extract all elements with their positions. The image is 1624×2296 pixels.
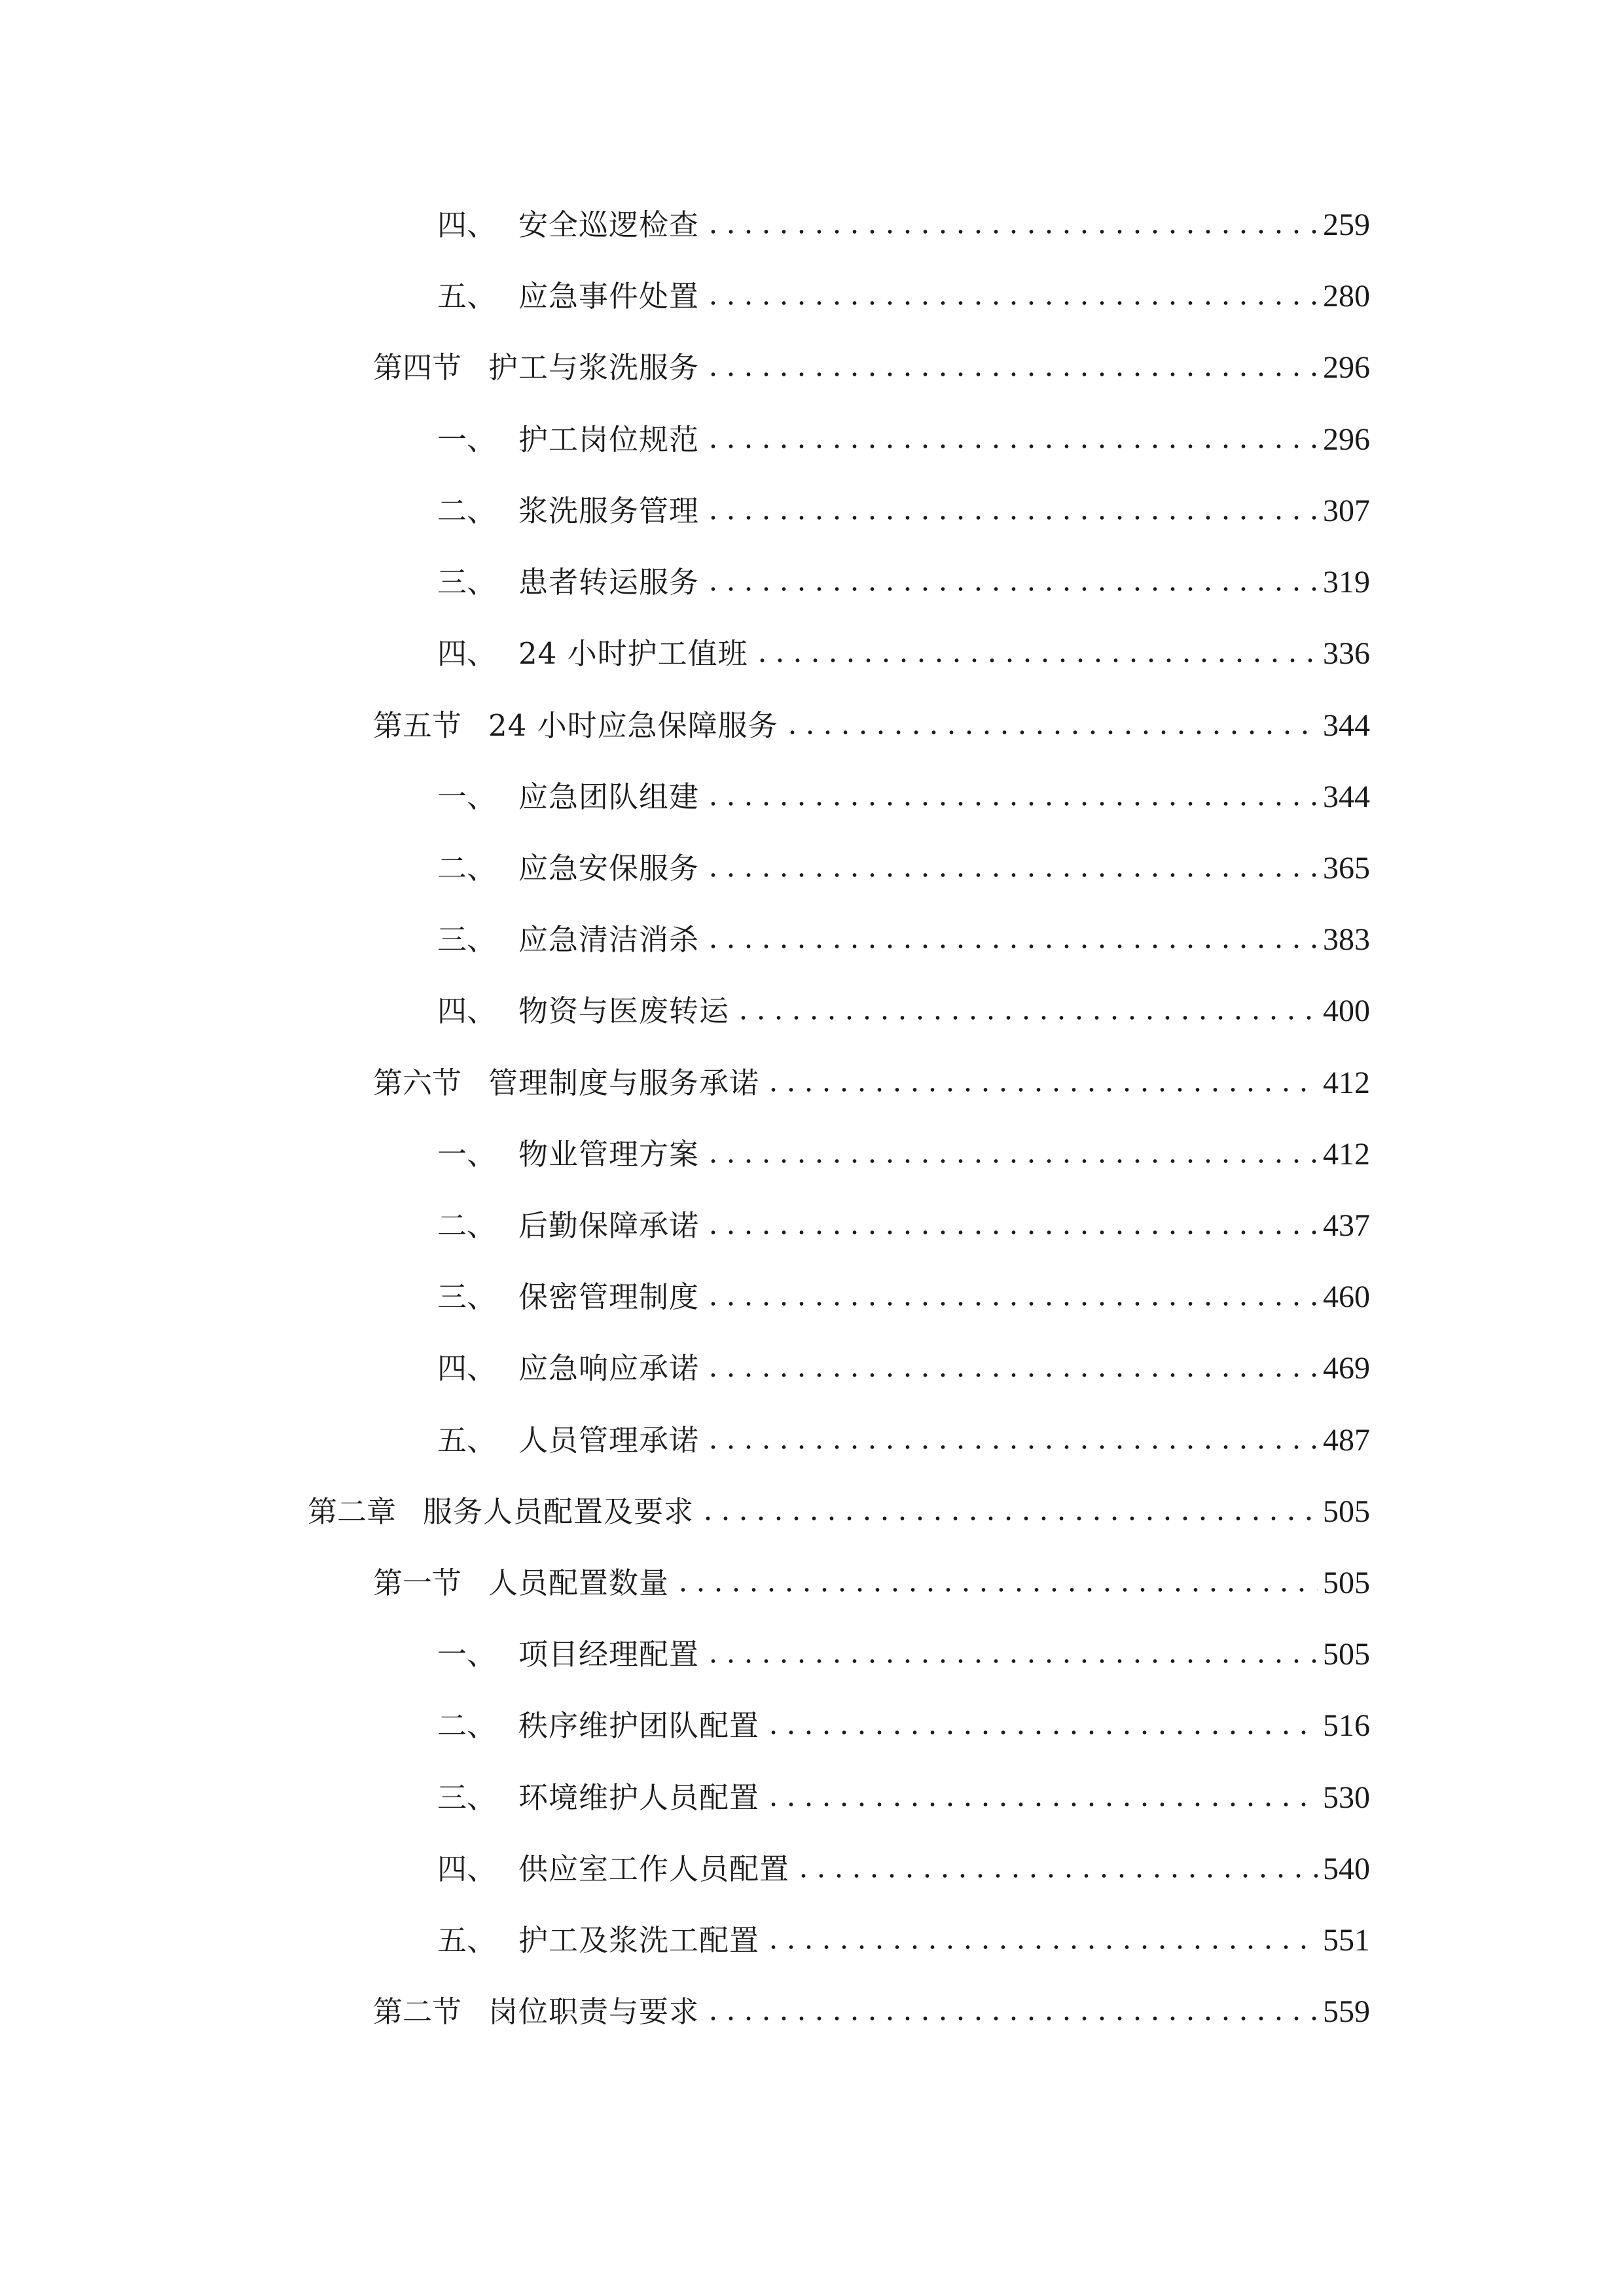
dot-leader	[704, 800, 1318, 808]
toc-entry[interactable]	[437, 191, 1370, 243]
toc-entry-number: 五、	[437, 1923, 497, 1958]
toc-entry-page: 487	[1323, 1423, 1370, 1458]
toc-entry[interactable]	[437, 1621, 1370, 1673]
dot-leader	[765, 1943, 1318, 1951]
toc-entry-number: 二、	[437, 493, 497, 528]
toc-entry[interactable]	[437, 763, 1370, 816]
toc-entry-number: 第四节	[373, 350, 462, 385]
toc-entry-title: 人员管理承诺	[518, 1423, 700, 1458]
toc-entry-number: 三、	[437, 1280, 497, 1314]
toc-entry[interactable]	[437, 262, 1370, 315]
toc-entry-title: 应急清洁消杀	[518, 922, 700, 957]
toc-entry[interactable]	[437, 548, 1370, 601]
toc-entry-number: 三、	[437, 1780, 497, 1815]
dot-leader	[795, 1872, 1318, 1880]
toc-entry-number: 第一节	[373, 1566, 462, 1600]
dot-leader	[704, 299, 1318, 307]
dot-leader	[765, 1801, 1318, 1808]
toc-entry[interactable]	[437, 1121, 1370, 1173]
toc-entry-title: 物资与医废转运	[518, 994, 730, 1028]
dot-leader	[704, 1300, 1318, 1308]
toc-entry-number: 一、	[437, 780, 497, 814]
toc-entry-number: 三、	[437, 565, 497, 600]
toc-entry-title: 保密管理制度	[518, 1280, 700, 1314]
toc-entry-number: 二、	[437, 1708, 497, 1743]
toc-entry[interactable]	[373, 1049, 1370, 1102]
toc-entry-title: 护工岗位规范	[518, 422, 700, 457]
toc-entry-title: 护工与浆洗服务	[488, 350, 700, 385]
dot-leader	[704, 2015, 1318, 2022]
toc-entry-title: 应急响应承诺	[518, 1351, 700, 1386]
dot-leader	[699, 1515, 1318, 1522]
toc-entry-page: 540	[1323, 1852, 1370, 1886]
toc-entry-page: 412	[1323, 1066, 1370, 1100]
dot-leader	[753, 656, 1318, 664]
toc-entry-number: 四、	[437, 1351, 497, 1386]
dot-leader	[765, 1729, 1318, 1736]
toc-entry-number: 一、	[437, 422, 497, 457]
toc-entry-page: 280	[1323, 279, 1370, 314]
dot-leader	[784, 728, 1318, 736]
toc-entry-page: 259	[1323, 207, 1370, 242]
toc-entry-page: 469	[1323, 1351, 1370, 1386]
dot-leader	[704, 228, 1318, 236]
toc-entry-page: 505	[1323, 1494, 1370, 1529]
toc-entry-page: 383	[1323, 922, 1370, 957]
toc-entry-page: 559	[1323, 1994, 1370, 2029]
toc-entry-title: 环境维护人员配置	[518, 1780, 760, 1815]
dot-leader	[704, 1371, 1318, 1379]
toc-entry-page: 344	[1323, 780, 1370, 814]
toc-entry[interactable]	[437, 1192, 1370, 1244]
toc-entry-page: 365	[1323, 851, 1370, 886]
toc-entry-page: 516	[1323, 1708, 1370, 1743]
toc-entry-title: 项目经理配置	[518, 1637, 700, 1672]
toc-entry-title: 供应室工作人员配置	[518, 1852, 790, 1886]
dot-leader	[704, 1443, 1318, 1451]
toc-entry-title: 物业管理方案	[518, 1137, 700, 1172]
toc-entry[interactable]	[437, 1335, 1370, 1387]
toc-entry-page: 319	[1323, 565, 1370, 600]
toc-entry-title: 应急安保服务	[518, 851, 700, 886]
dot-leader	[704, 514, 1318, 522]
toc-entry[interactable]	[437, 834, 1370, 887]
toc-entry-title: 患者转运服务	[518, 565, 700, 600]
dot-leader	[704, 370, 1318, 378]
toc-entry[interactable]	[437, 1907, 1370, 1959]
toc-entry-number: 一、	[437, 1637, 497, 1672]
dot-leader	[734, 1014, 1318, 1022]
toc-entry-number: 四、	[437, 207, 497, 242]
toc-entry-title: 管理制度与服务承诺	[488, 1066, 760, 1100]
toc-entry-title: 护工及浆洗工配置	[518, 1923, 760, 1958]
toc-entry[interactable]	[437, 477, 1370, 529]
toc-entry[interactable]	[437, 620, 1370, 672]
toc-entry-title: 浆洗服务管理	[518, 493, 700, 528]
toc-entry-page: 505	[1323, 1637, 1370, 1672]
toc-entry-number: 第二节	[373, 1994, 462, 2029]
dot-leader	[674, 1586, 1318, 1594]
toc-entry[interactable]	[437, 1764, 1370, 1816]
toc-entry-page: 296	[1323, 350, 1370, 385]
toc-entry[interactable]	[437, 906, 1370, 958]
toc-entry-title: 应急团队组建	[518, 780, 700, 814]
toc-entry-page: 551	[1323, 1923, 1370, 1958]
toc-entry-title: 后勤保障承诺	[518, 1208, 700, 1243]
toc-entry-page: 400	[1323, 994, 1370, 1028]
toc-entry-number: 第二章	[308, 1494, 397, 1529]
toc-entry-number: 一、	[437, 1137, 497, 1172]
dot-leader	[704, 442, 1318, 450]
dot-leader	[704, 1229, 1318, 1236]
toc-entry-number: 五、	[437, 279, 497, 314]
dot-leader	[704, 871, 1318, 879]
toc-entry[interactable]	[437, 1835, 1370, 1888]
toc-entry-page: 437	[1323, 1208, 1370, 1243]
toc-entry-number: 二、	[437, 851, 497, 886]
toc-entry-page: 530	[1323, 1780, 1370, 1815]
toc-entry-title: 24 小时护工值班	[518, 636, 748, 671]
toc-entry-title: 人员配置数量	[488, 1566, 670, 1600]
toc-entry[interactable]	[373, 1978, 1370, 2030]
toc-entry-number: 第六节	[373, 1066, 462, 1100]
toc-entry-title: 服务人员配置及要求	[423, 1494, 695, 1529]
toc-entry-number: 五、	[437, 1423, 497, 1458]
dot-leader	[704, 1157, 1318, 1165]
dot-leader	[765, 1086, 1318, 1094]
dot-leader	[704, 585, 1318, 593]
toc-entry-title: 安全巡逻检查	[518, 207, 700, 242]
toc-entry[interactable]	[437, 1263, 1370, 1316]
toc-entry-title: 岗位职责与要求	[488, 1994, 700, 2029]
dot-leader	[704, 1657, 1318, 1665]
toc-entry-page: 296	[1323, 422, 1370, 457]
toc-entry[interactable]	[373, 334, 1370, 386]
toc-entry-number: 第五节	[373, 708, 462, 743]
toc-entry[interactable]	[437, 406, 1370, 458]
toc-entry-page: 505	[1323, 1566, 1370, 1600]
toc-entry-number: 四、	[437, 994, 497, 1028]
toc-entry-number: 三、	[437, 922, 497, 957]
toc-entry[interactable]	[437, 1692, 1370, 1744]
dot-leader	[704, 942, 1318, 950]
toc-entry-title: 24 小时应急保障服务	[488, 708, 778, 743]
toc-entry-number: 二、	[437, 1208, 497, 1243]
toc-entry-page: 307	[1323, 493, 1370, 528]
toc-entry[interactable]	[373, 692, 1370, 744]
toc-entry[interactable]	[437, 1407, 1370, 1459]
toc-entry[interactable]	[308, 1478, 1370, 1530]
toc-entry-page: 412	[1323, 1137, 1370, 1172]
toc-entry-page: 460	[1323, 1280, 1370, 1314]
toc-entry[interactable]	[373, 1549, 1370, 1602]
toc-entry[interactable]	[437, 977, 1370, 1030]
toc-entry-page: 336	[1323, 636, 1370, 671]
toc-entry-title: 秩序维护团队配置	[518, 1708, 760, 1743]
toc-entry-number: 四、	[437, 1852, 497, 1886]
toc-entry-number: 四、	[437, 636, 497, 671]
toc-entry-title: 应急事件处置	[518, 279, 700, 314]
toc-entry-page: 344	[1323, 708, 1370, 743]
